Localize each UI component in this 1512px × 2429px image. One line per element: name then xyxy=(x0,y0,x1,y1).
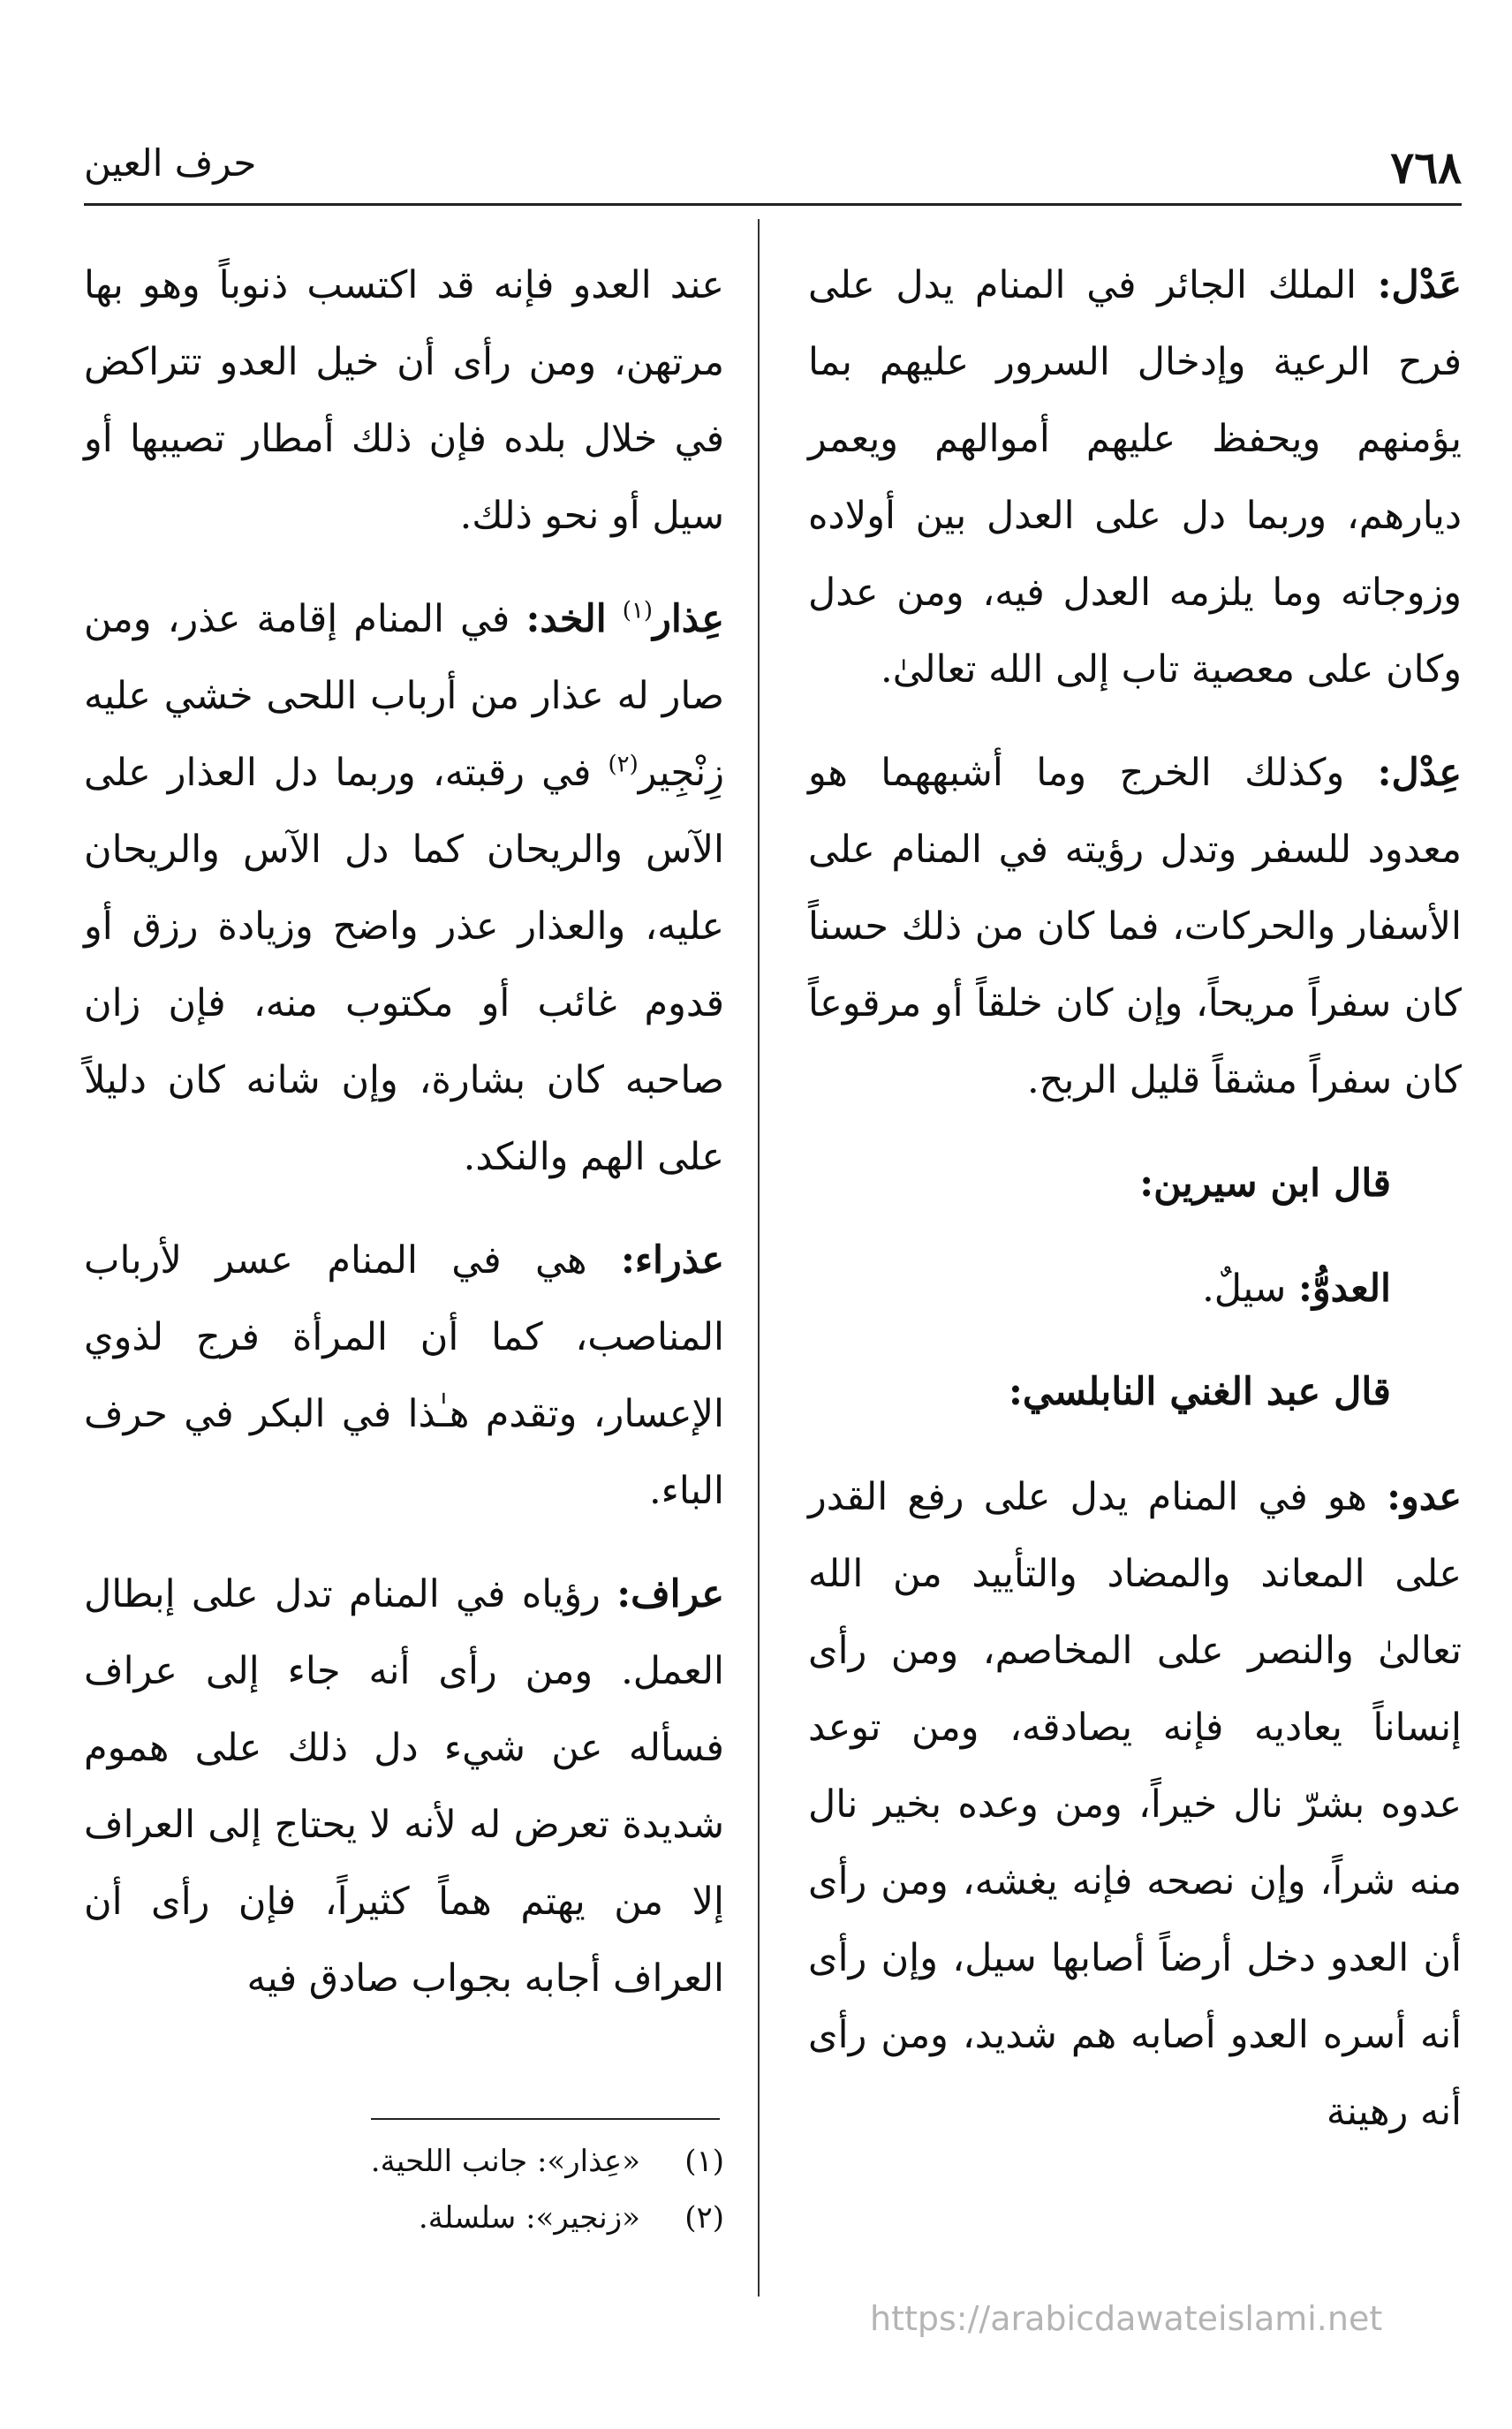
page-header xyxy=(84,132,1462,206)
continuation-text: عند العدو فإنه قد اكتسب ذنوباً وهو بها مرتهن، ومن رأى أن خيل العدو تتراكض في خلال بلده فإن ذلك أمطار تصيبها أو سيل أو نحو ذلك. xyxy=(84,263,724,538)
entry-text: هي في المنام عسر لأرباب المناصب، كما أن المرأة فرج لذوي الإعسار، وتقدم هـٰذا في البكر في حرف الباء. xyxy=(84,1238,724,1513)
entry-term: عدو: xyxy=(1387,1475,1462,1519)
entry-term: عَدْل: xyxy=(1377,263,1463,307)
column-divider xyxy=(758,219,760,2297)
footnote-divider xyxy=(371,2118,720,2120)
footnote-ref: (٢) xyxy=(608,751,639,778)
entry-idhar xyxy=(84,581,724,1196)
entry-adl xyxy=(808,247,1462,708)
entry-text: سيلٌ. xyxy=(1202,1267,1287,1311)
entry-idl xyxy=(808,735,1462,1119)
footnote-number: (٢) xyxy=(684,2200,724,2236)
entry-text-continued: في رقبته، وربما دل العذار على الآس والريحان كما دل الآس والريحان عليه، والعذار عذر واضح وزيادة رزق أو قدوم غائب أو مكتوب منه، فإن زان صاحبه كان بشارة، وإن شانه كان دليلاً على الهم والنكد. xyxy=(84,751,724,1179)
entry-term: عِدْل: xyxy=(1377,751,1462,795)
right-column xyxy=(808,247,1462,2177)
footnote-item xyxy=(84,2190,724,2246)
entry-text: الملك الجائر في المنام يدل على فرح الرعية وإدخال السرور عليهم بما يؤمنهم ويحفظ عليهم أموالهم ويعمر ديارهم، وربما دل على العدل بين أولاده وزوجاته وما يلزمه العدل فيه، ومن عدل وكان على معصية تاب إلى الله تعالىٰ. xyxy=(808,263,1462,692)
footnote-ref: (١) xyxy=(622,597,654,624)
entry-adhra xyxy=(84,1222,724,1530)
watermark-url: https://arabicdawateislami.net xyxy=(870,2299,1383,2338)
footnote-text: «عِذار»: جانب اللحية. xyxy=(370,2144,640,2179)
entry-term: عراف: xyxy=(616,1572,724,1616)
heading-nabulsi: قال عبد الغني النابلسي: xyxy=(1008,1370,1391,1414)
footnotes xyxy=(84,2133,724,2246)
entry-text: هو في المنام يدل على رفع القدر على المعاند والمضاد والتأييد من الله تعالىٰ والنصر على المخاصم، ومن رأى إنساناً يعاديه فإنه يصادقه، ومن توعد عدوه بشرّ نال خيراً، ومن وعده بخير نال منه شراً، وإن نصحه فإنه يغشه، ومن رأى أن العدو دخل أرضاً أصابها سيل، وإن رأى أنه أسره العدو أصابه هم شديد، ومن رأى أنه رهينة xyxy=(808,1475,1462,2134)
footnote-number: (١) xyxy=(684,2144,724,2179)
running-head: حرف العين xyxy=(84,141,257,185)
left-column xyxy=(84,247,724,2044)
footnote-text: «زنجير»: سلسلة. xyxy=(418,2200,640,2236)
entry-term: عِذار xyxy=(653,597,725,641)
page-number: ٧٦٨ xyxy=(1390,141,1462,193)
entry-arraf xyxy=(84,1556,724,2017)
entry-text: وكذلك الخرج وما أشبههما هو معدود للسفر وتدل رؤيته في المنام على الأسفار والحركات، فما كان من ذلك حسناً كان سفراً مريحاً، وإن كان خلقاً أو مرقوعاً كان سفراً مشقاً قليل الربح. xyxy=(808,751,1462,1102)
entry-term: العدوُّ: xyxy=(1297,1267,1391,1311)
entry-term-2: الخد: xyxy=(525,597,607,641)
entry-aduw xyxy=(808,1251,1462,1328)
entry-text: رؤياه في المنام تدل على إبطال العمل. ومن رأى أنه جاء إلى عراف فسأله عن شيء دل ذلك على هموم شديدة تعرض له لأنه لا يحتاج إلى العراف إلا من يهتم هماً كثيراً، فإن رأى أن العراف أجابه بجواب صادق فيه xyxy=(84,1572,724,2001)
entry-aduww xyxy=(808,1459,1462,2151)
footnote-item xyxy=(84,2133,724,2190)
entry-term: عذراء: xyxy=(620,1238,724,1283)
entry-text: في المنام إقامة عذر، ومن صار له عذار من أرباب اللحى خشي عليه زِنْجِير xyxy=(84,597,724,795)
heading-ibn-sirin: قال ابن سيرين: xyxy=(1139,1162,1391,1206)
